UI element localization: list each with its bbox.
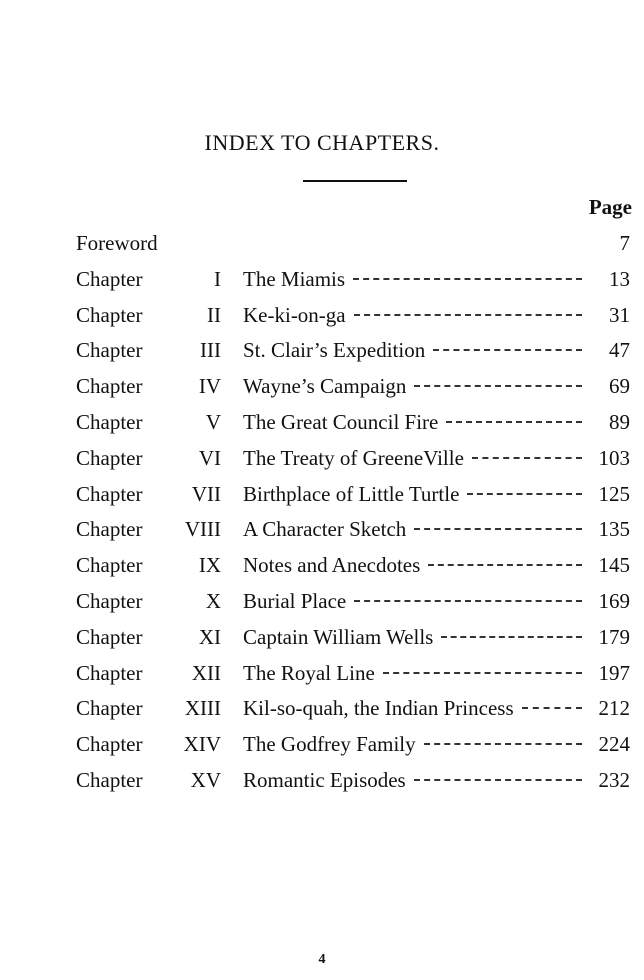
- toc-row-title: The Godfrey Family: [243, 732, 416, 757]
- toc-row-label: Chapter: [76, 696, 143, 721]
- toc-row-title: Romantic Episodes: [243, 768, 406, 792]
- toc-row-page-number: 31: [609, 302, 630, 327]
- page-column-header: Page: [588, 195, 632, 219]
- dot-leader: [424, 743, 582, 745]
- toc-row-title-cell: [243, 584, 582, 618]
- toc-row-title: The Miamis: [243, 266, 346, 291]
- dot-leader: [414, 385, 582, 387]
- toc-row-numeral: VII: [191, 481, 221, 506]
- toc-row: [0, 620, 644, 654]
- toc-row-title-cell: [243, 477, 582, 511]
- toc-row-page-number: 47: [609, 338, 630, 363]
- toc-row-numeral: XIII: [184, 696, 221, 721]
- toc-row-numeral: V: [205, 410, 221, 434]
- toc-row-title-cell: [243, 441, 582, 475]
- toc-row-page-number: 145: [598, 553, 630, 578]
- toc-row-title-cell: [243, 333, 582, 367]
- toc-row: [0, 262, 644, 296]
- toc-row-title-cell: [243, 512, 582, 546]
- dot-leader: [414, 528, 582, 530]
- toc-row-label: Chapter: [76, 589, 143, 613]
- toc-row-title-cell: [243, 405, 582, 439]
- toc-row-title: The Treaty of GreeneVille: [243, 445, 464, 470]
- dot-leader: [467, 493, 582, 495]
- page-title: INDEX TO CHAPTERS.: [204, 130, 440, 155]
- toc-row-label: Chapter: [76, 445, 143, 470]
- dot-leader: [441, 636, 582, 638]
- toc-row-page-number: 13: [609, 266, 630, 291]
- toc-row: [0, 691, 644, 725]
- toc-row-numeral: X: [205, 589, 221, 613]
- toc-row-title: St. Clair’s Expedition: [243, 338, 426, 363]
- toc-row-title-cell: [243, 620, 582, 654]
- toc-row: [0, 369, 644, 403]
- toc-row-page-number: 179: [598, 624, 630, 649]
- toc-row-title: A Character Sketch: [243, 517, 407, 542]
- toc-row-title-cell: [243, 369, 582, 403]
- toc-row-title-cell: [243, 727, 582, 761]
- page-number: 4: [318, 952, 326, 967]
- toc-row-page-number: 69: [609, 374, 630, 399]
- toc-row-numeral: VIII: [184, 517, 221, 542]
- toc-row-label: Chapter: [76, 481, 143, 506]
- toc-row-label: Chapter: [76, 266, 143, 291]
- toc-row-label: Chapter: [76, 338, 143, 363]
- toc-row-page-number: 212: [598, 696, 630, 721]
- toc-row-label: Chapter: [76, 374, 143, 399]
- toc-row-page-number: 7: [619, 231, 630, 255]
- toc-row-title: The Royal Line: [243, 660, 375, 685]
- dot-leader: [472, 457, 582, 459]
- dot-leader: [414, 779, 582, 781]
- toc-row-page-number: 103: [598, 445, 630, 470]
- toc-row: [0, 405, 644, 439]
- dot-leader: [428, 564, 582, 566]
- toc-row: [0, 477, 644, 511]
- toc-row: [0, 584, 644, 618]
- dot-leader: [354, 600, 582, 602]
- dot-leader: [354, 314, 582, 316]
- title-rule: [303, 180, 407, 182]
- toc-row: [0, 333, 644, 367]
- toc-row-numeral: VI: [198, 445, 221, 470]
- toc-row-title: Birthplace of Little Turtle: [243, 481, 460, 506]
- toc-row-title-cell: [243, 656, 582, 690]
- toc-row: [0, 763, 644, 797]
- toc-row-title: The Great Council Fire: [243, 410, 439, 434]
- toc-row-title-cell: [243, 548, 582, 582]
- dot-leader: [383, 672, 582, 674]
- toc-row-numeral: IX: [198, 553, 221, 578]
- toc-row-page-number: 197: [598, 660, 630, 685]
- dot-leader: [522, 707, 582, 709]
- toc-row: [0, 512, 644, 546]
- toc-row: [0, 727, 644, 761]
- toc-row-page-number: 89: [609, 410, 630, 434]
- toc-row-numeral: IV: [198, 374, 221, 399]
- toc-row: [0, 298, 644, 332]
- toc-row-label: Foreword: [76, 231, 158, 255]
- toc-row-numeral: II: [207, 302, 221, 327]
- toc-row-title-cell: [243, 691, 582, 725]
- toc-row-title-cell: [243, 763, 582, 797]
- toc-row-numeral: I: [214, 266, 221, 291]
- toc-row-numeral: XII: [191, 660, 221, 685]
- dot-leader: [433, 349, 582, 351]
- toc-row-page-number: 232: [598, 768, 630, 792]
- toc-row-label: Chapter: [76, 517, 143, 542]
- toc-row-title-cell: [196, 226, 582, 228]
- toc-row: [0, 226, 644, 260]
- toc-row-title: Notes and Anecdotes: [243, 553, 421, 578]
- toc-row-title-cell: [243, 262, 582, 296]
- dot-leader: [353, 278, 582, 280]
- toc-row-label: Chapter: [76, 660, 143, 685]
- toc-row-numeral: III: [200, 338, 221, 363]
- toc-row-numeral: XIV: [183, 732, 221, 757]
- toc-row-label: Chapter: [76, 302, 143, 327]
- toc-row-label: Chapter: [76, 624, 143, 649]
- toc-row-title: Ke-ki-on-ga: [243, 302, 346, 327]
- toc-row: [0, 441, 644, 475]
- toc-row-label: Chapter: [76, 732, 143, 757]
- toc-row-numeral: XV: [190, 768, 221, 792]
- toc-row-label: Chapter: [76, 768, 143, 792]
- toc-row-title: Kil-so-quah, the Indian Princess: [243, 696, 514, 721]
- toc-row-page-number: 224: [598, 732, 630, 757]
- toc-row-numeral: XI: [198, 624, 221, 649]
- toc-row-label: Chapter: [76, 553, 143, 578]
- toc-row-page-number: 125: [598, 481, 630, 506]
- toc-row-title: Burial Place: [243, 589, 347, 613]
- toc-row-title-cell: [243, 298, 582, 332]
- toc-row-page-number: 169: [598, 589, 630, 613]
- toc-row-title: Wayne’s Campaign: [243, 374, 407, 399]
- dot-leader: [446, 421, 582, 423]
- toc-row: [0, 656, 644, 690]
- toc-row-page-number: 135: [598, 517, 630, 542]
- toc-row: [0, 548, 644, 582]
- toc-row-label: Chapter: [76, 410, 143, 434]
- toc-row-title: Captain William Wells: [243, 624, 434, 649]
